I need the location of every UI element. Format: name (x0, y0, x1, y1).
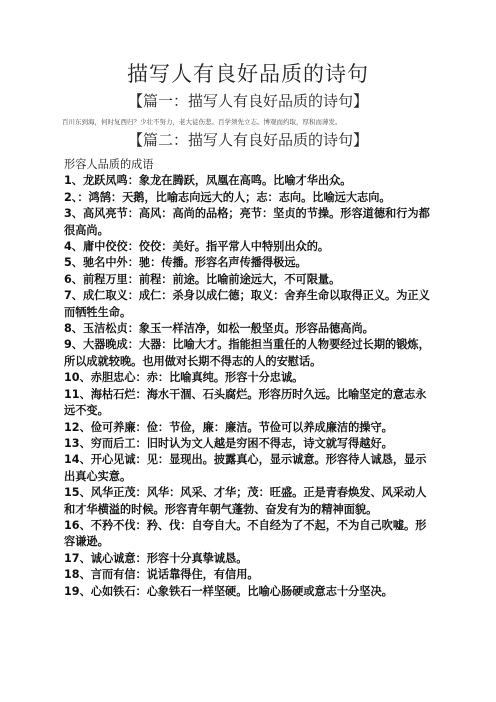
list-item: 3、高风亮节：高风：高尚的品格；亮节：坚贞的节操。形容道德和行为都很高尚。 (64, 207, 430, 237)
list-item: 14、开心见诚：见：显现出。披露真心，显示诚意。形容待人诚恳，显示出真心实意。 (64, 453, 427, 483)
list-item: 19、心如铁石：心象铁石一样坚硬。比喻心肠硬或意志十分坚决。 (64, 584, 393, 598)
list-heading: 形容人品质的成语 (64, 158, 154, 171)
list-item: 10、赤胆忠心：赤：比喻真纯。形容十分忠诚。 (64, 371, 304, 385)
list-item: 4、庸中佼佼：佼佼：美好。指平常人中特别出众的。 (64, 240, 330, 254)
list-item: 1、龙跃凤鸣：象龙在腾跃，凤凰在高鸣。比喻才华出众。 (64, 174, 352, 188)
list-item: 13、穷而后工：旧时认为文人越是穷困不得志，诗文就写得越好。 (64, 436, 393, 450)
section-heading-2: 【篇二：描写人有良好品质的诗句】 (127, 131, 368, 149)
list-item: 9、大器晚成：大器：比喻大才。指能担当重任的人物要经过长期的锻炼，所以成就较晚。也用做对长期不得志的人的安慰话。 (64, 338, 430, 368)
list-item: 12、俭可养廉：俭：节俭，廉：廉洁。节俭可以养成廉洁的操守。 (64, 420, 393, 434)
section-1-text: 百川东到海，何时复西归？少壮不努力，老大徒伤悲。百学须先立志。博观而约取，厚积而薄发。 (62, 118, 342, 126)
list-item: 7、成仁取义：成仁：杀身以成仁德；取义：舍弃生命以取得正义。为正义而牺牲生命。 (64, 289, 430, 319)
idiom-list (64, 157, 434, 600)
list-item: 15、风华正茂：风华：风采、才华；茂：旺盛。正是青春焕发、风采动人和才华横溢的时候。形容青年朝气蓬勃、奋发有为的精神面貌。 (64, 486, 427, 516)
list-item: 2、：鸿鹄：天鹅，比喻志向远大的人；志：志向。比喻远大志向。 (64, 190, 391, 204)
list-item: 11、海枯石烂：海水干涸、石头腐烂。形容历时久远。比喻坚定的意志永远不变。 (64, 387, 427, 418)
list-item: 16、不矜不伐：矜、伐：自夸自大。不自经为了不起，不为自己吹嘘。形容谦逊。 (64, 518, 427, 549)
list-item: 18、言而有信：说话靠得住，有信用。 (64, 568, 259, 582)
list-item: 8、玉洁松贞：象玉一样洁净，如松一般坚贞。形容品德高尚。 (64, 322, 374, 336)
section-heading-1: 【篇一：描写人有良好品质的诗句】 (127, 92, 368, 110)
list-item: 17、诚心诚意：形容十分真挚诚恳。 (64, 551, 248, 565)
document-title: 描写人有良好品质的诗句 (127, 62, 369, 86)
list-item: 6、前程万里：前程：前途。比喻前途远大，不可限量。 (64, 272, 341, 286)
list-item: 5、驰名中外：驰：传播。形容名声传播得极远。 (64, 256, 307, 270)
